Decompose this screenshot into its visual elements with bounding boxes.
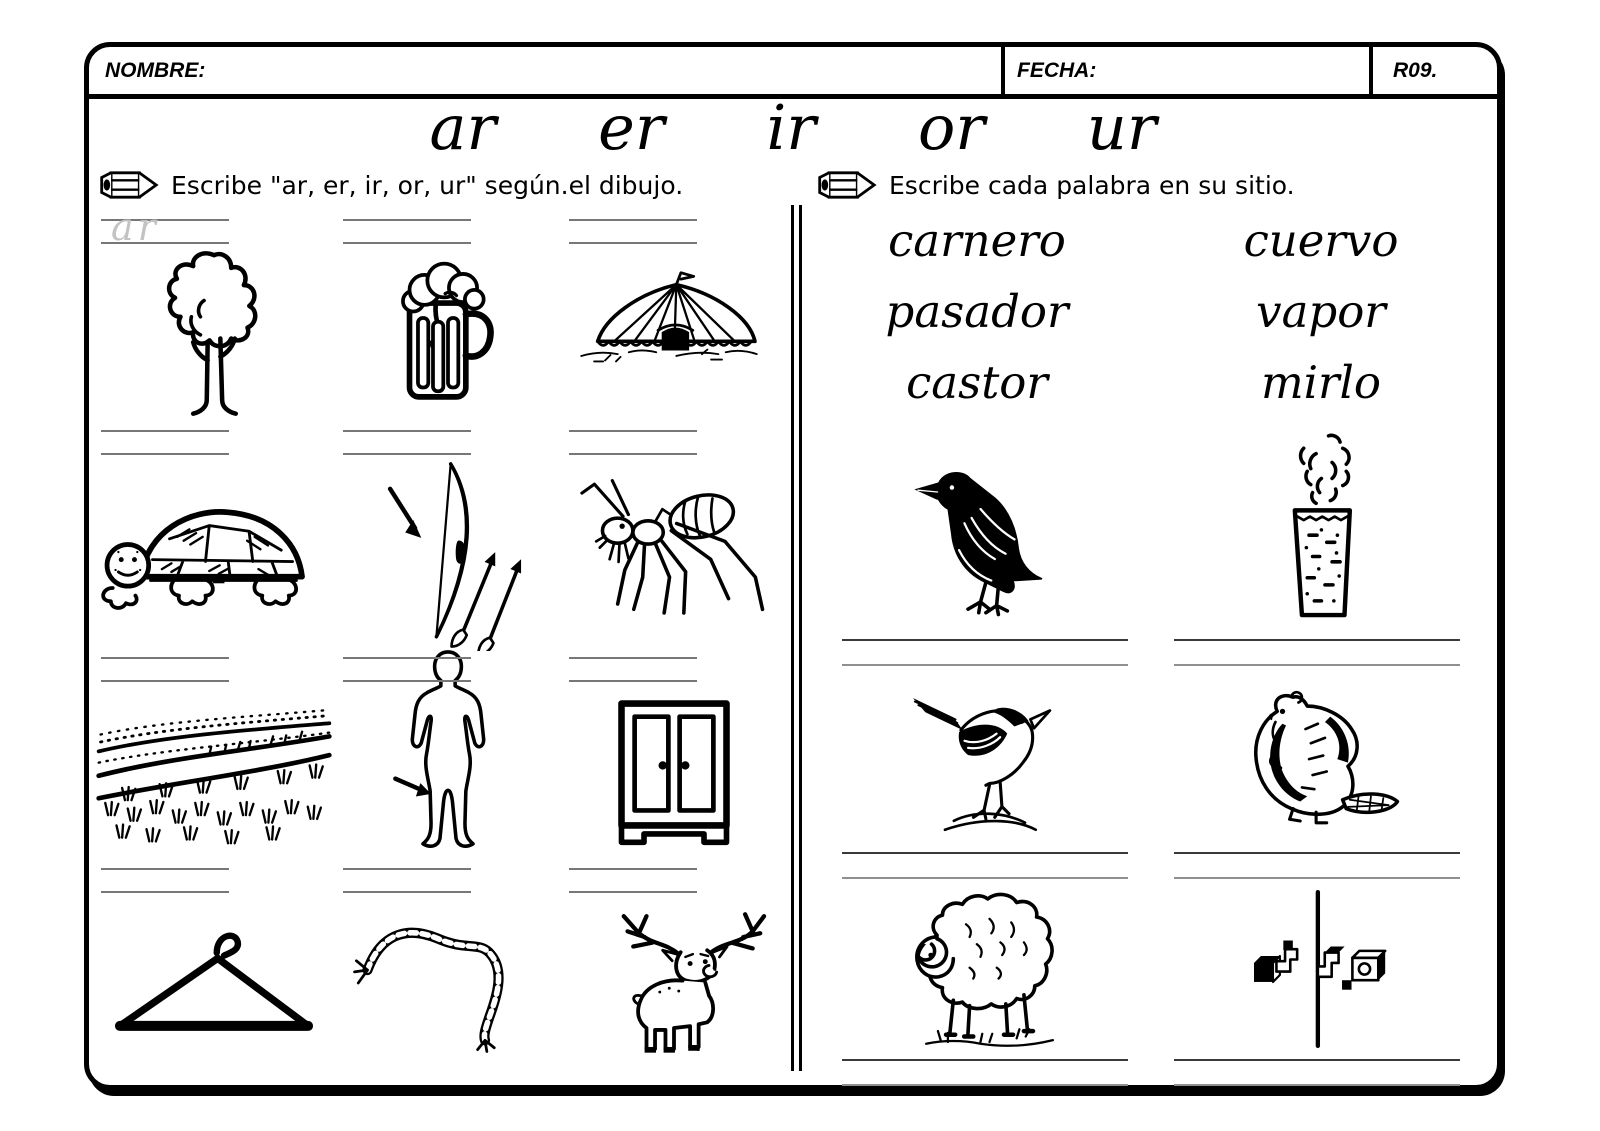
- name-label: NOMBRE:: [105, 58, 206, 82]
- word-option: mirlo: [1260, 355, 1382, 409]
- steaming-glass-image: [1248, 427, 1386, 631]
- exercise-cell: [561, 213, 787, 424]
- answer-lines[interactable]: [842, 852, 1128, 879]
- answer-lines[interactable]: [842, 639, 1128, 666]
- ant-image: [570, 477, 778, 629]
- left-instruction-text: Escribe "ar, er, ir, or, ur" según.el dibujo.: [171, 170, 684, 200]
- beer-mug-image: [387, 254, 509, 414]
- answer-lines[interactable]: [569, 657, 697, 682]
- traced-answer: ar: [111, 205, 160, 249]
- exercise-cell: [561, 651, 787, 862]
- word-option: vapor: [1256, 284, 1386, 338]
- exercise-cell: [1151, 666, 1483, 879]
- right-instruction-text: Escribe cada palabra en su sitio.: [889, 170, 1295, 200]
- door-bolt-image: [1234, 887, 1400, 1051]
- title-syllable: ur: [1086, 91, 1157, 164]
- right-exercise-grid: [819, 427, 1483, 1071]
- bow-and-arrows-image: [369, 455, 527, 651]
- tree-image: [150, 248, 278, 420]
- exercise-cell: [93, 862, 335, 1073]
- exercise-cell: [819, 666, 1151, 879]
- worksheet-title: [89, 91, 1497, 164]
- worksheet-frame: [84, 42, 1502, 1090]
- exercise-cell: [819, 879, 1151, 1086]
- exercise-cell: [335, 424, 561, 651]
- circus-tent-image: [567, 270, 782, 398]
- answer-lines[interactable]: [569, 219, 697, 244]
- exercise-cell: [1151, 879, 1483, 1086]
- answer-lines[interactable]: [343, 219, 471, 244]
- answer-lines[interactable]: [101, 657, 229, 682]
- answer-lines[interactable]: [842, 1059, 1128, 1086]
- title-syllable: or: [917, 91, 985, 164]
- right-instruction-row: [815, 167, 1295, 203]
- exercise-cell: [335, 651, 561, 862]
- pencil-icon: [97, 167, 159, 203]
- turtle-image: [95, 482, 333, 624]
- answer-lines[interactable]: [101, 205, 229, 249]
- blackbird-image: [899, 666, 1071, 844]
- title-syllable: er: [598, 91, 665, 164]
- ram-image: [889, 879, 1081, 1051]
- word-option: castor: [906, 355, 1048, 409]
- exercise-cell: [561, 424, 787, 651]
- word-option: pasador: [885, 284, 1069, 338]
- sheet-code: R09.: [1369, 47, 1497, 94]
- answer-lines[interactable]: [343, 868, 471, 893]
- exercise-cell: [335, 213, 561, 424]
- exercise-cell: [335, 862, 561, 1073]
- word-option: cuervo: [1243, 214, 1399, 267]
- answer-lines[interactable]: [101, 430, 229, 455]
- answer-lines[interactable]: [1174, 1059, 1460, 1086]
- answer-lines[interactable]: [343, 430, 471, 455]
- wardrobe-image: [613, 697, 735, 847]
- field-image: [93, 697, 335, 847]
- deer-image: [565, 904, 783, 1062]
- exercise-cell: [561, 862, 787, 1073]
- answer-lines[interactable]: [569, 430, 697, 455]
- hanger-image: [109, 914, 319, 1052]
- answer-lines[interactable]: [343, 657, 471, 682]
- beaver-image: [1224, 676, 1410, 844]
- rope-image: [349, 909, 547, 1057]
- section-divider: [791, 205, 802, 1071]
- date-label: FECHA:: [1001, 47, 1369, 94]
- crow-image: [909, 463, 1061, 631]
- answer-lines[interactable]: [1174, 852, 1460, 879]
- title-syllable: ar: [429, 91, 497, 164]
- title-syllable: ir: [766, 91, 816, 164]
- word-bank: [805, 211, 1493, 413]
- exercise-cell: [819, 427, 1151, 666]
- word-option: carnero: [888, 214, 1066, 267]
- exercise-cell: [1151, 427, 1483, 666]
- exercise-cell: [93, 651, 335, 862]
- pencil-icon: [815, 167, 877, 203]
- answer-lines[interactable]: [569, 868, 697, 893]
- exercise-cell: [93, 424, 335, 651]
- answer-lines[interactable]: [1174, 639, 1460, 666]
- answer-lines[interactable]: [101, 868, 229, 893]
- exercise-cell: [93, 205, 335, 424]
- left-exercise-grid: [93, 205, 787, 1073]
- left-instruction-row: [97, 167, 683, 203]
